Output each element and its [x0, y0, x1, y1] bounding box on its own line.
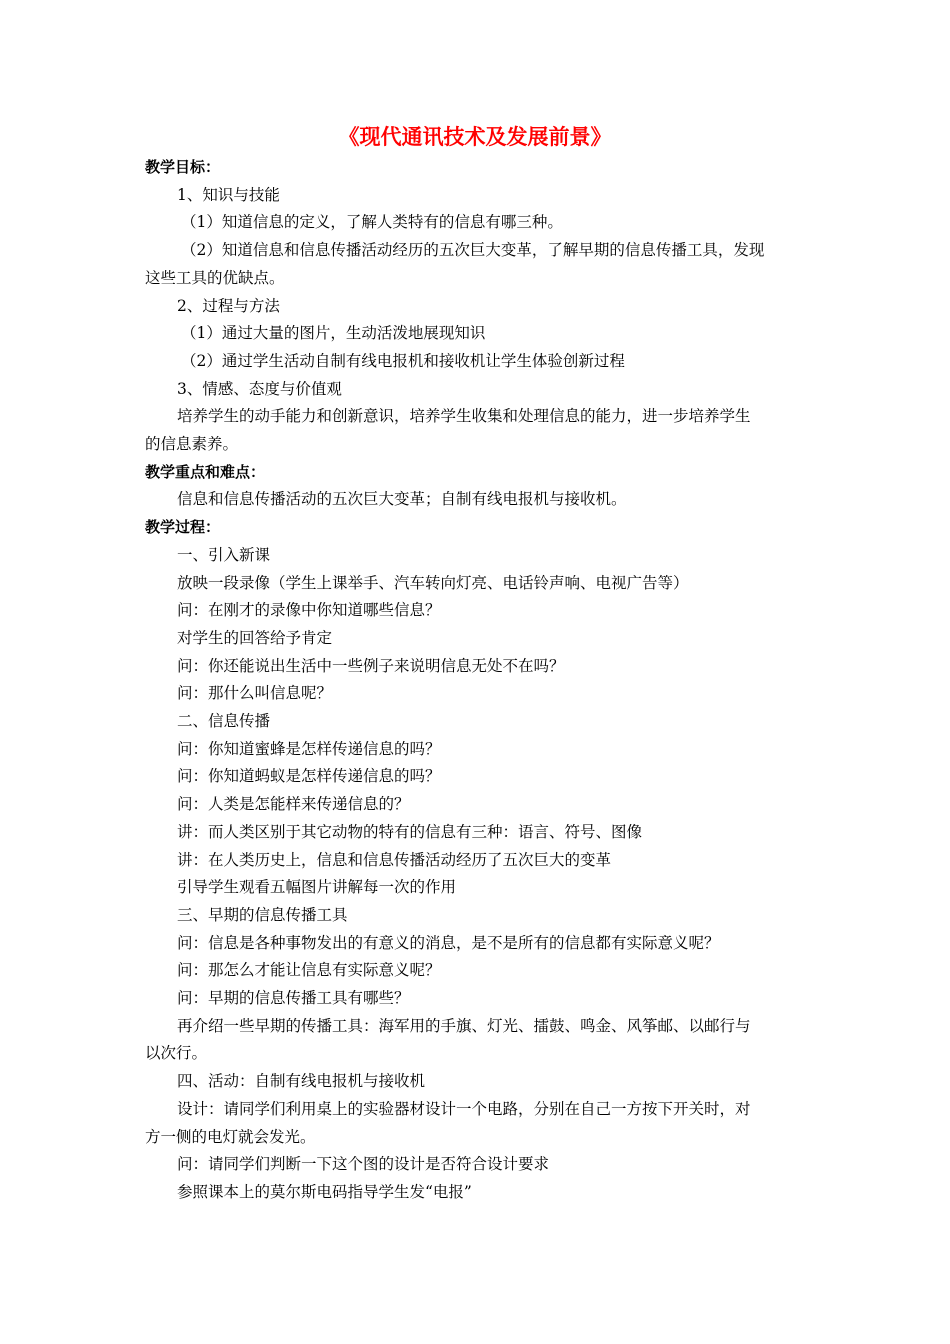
text-line: 2、过程与方法	[177, 296, 280, 315]
text-line: （1）通过大量的图片，生动活泼地展现知识	[181, 324, 486, 343]
text-line: 讲：在人类历史上，信息和信息传播活动经历了五次巨大的变革	[177, 850, 612, 869]
text-line: （2）通过学生活动自制有线电报机和接收机让学生体验创新过程	[181, 351, 625, 370]
text-line: （1）知道信息的定义，了解人类特有的信息有哪三种。	[181, 213, 563, 232]
text-line: 问：你还能说出生活中一些例子来说明信息无处不在吗？	[177, 656, 565, 675]
text-line: 放映一段录像（学生上课举手、汽车转向灯亮、电话铃声响、电视广告等）	[177, 573, 689, 592]
text-line: 问：那怎么才能让信息有实际意义呢？	[177, 961, 441, 980]
text-line: 信息和信息传播活动的五次巨大变革；自制有线电报机与接收机。	[177, 490, 627, 509]
text-line: 问：早期的信息传播工具有哪些？	[177, 989, 410, 1007]
text-line: 方一侧的电灯就会发光。	[145, 1127, 316, 1146]
section-heading: 教学重点和难点：	[145, 462, 266, 481]
text-line: 一、引入新课	[177, 545, 271, 564]
text-line: 以次行。	[145, 1044, 208, 1063]
text-line: 问：你知道蜜蜂是怎样传递信息的吗？	[177, 739, 441, 758]
text-line: 问：那什么叫信息呢？	[177, 684, 333, 703]
text-line: 对学生的回答给予肯定	[177, 628, 333, 647]
text-line: 参照课本上的莫尔斯电码指导学生发“电报”	[177, 1182, 472, 1201]
text-line: 三、早期的信息传播工具	[177, 905, 348, 924]
text-line: 的信息素养。	[145, 435, 239, 453]
text-line: 引导学生观看五幅图片讲解每一次的作用	[177, 878, 457, 897]
section-heading: 教学目标：	[145, 158, 221, 176]
text-line: 问：人类是怎能样来传递信息的？	[177, 795, 410, 814]
section-heading: 教学过程：	[145, 518, 221, 537]
text-line: 讲：而人类区别于其它动物的特有的信息有三种：语言、符号、图像	[177, 822, 643, 841]
document-title: 《现代通讯技术及发展前景》	[338, 125, 612, 149]
text-line: 设计：请同学们利用桌上的实验器材设计一个电路，分别在自己一方按下开关时，对	[177, 1099, 751, 1118]
text-line: 问：信息是各种事物发出的有意义的消息，是不是所有的信息都有实际意义呢？	[177, 933, 720, 952]
text-line: 再介绍一些早期的传播工具：海军用的手旗、灯光、擂鼓、鸣金、风筝邮、以邮行与	[177, 1016, 751, 1035]
text-line: 这些工具的优缺点。	[145, 268, 285, 287]
text-line: 问：在刚才的录像中你知道哪些信息？	[177, 601, 441, 620]
text-line: 二、信息传播	[177, 712, 271, 730]
text-line: （2）知道信息和信息传播活动经历的五次巨大变革，了解早期的信息传播工具，发现	[181, 241, 765, 260]
text-line: 问：你知道蚂蚁是怎样传递信息的吗？	[177, 767, 441, 786]
text-line: 四、活动：自制有线电报机与接收机	[177, 1072, 426, 1091]
text-line: 1、知识与技能	[177, 185, 280, 204]
text-line: 问：请同学们判断一下这个图的设计是否符合设计要求	[177, 1155, 550, 1174]
text-line: 培养学生的动手能力和创新意识，培养学生收集和处理信息的能力，进一步培养学生	[177, 407, 751, 426]
text-line: 3、情感、态度与价值观	[177, 379, 342, 398]
